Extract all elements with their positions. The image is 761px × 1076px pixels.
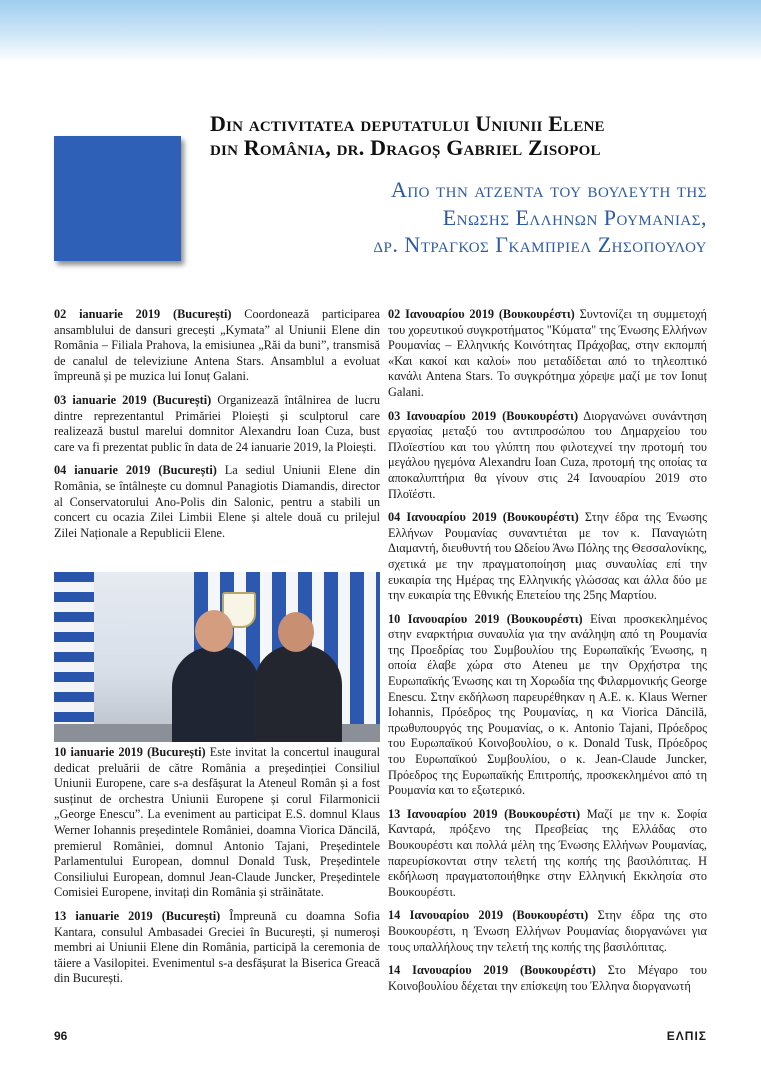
- entry-date: 13 ianuarie 2019 (București): [54, 908, 221, 923]
- entry-text: La sediul Uniunii Elene din România, se întâlnește cu domnul Panagiotis Diamandis, director al Conservatorului Ano-Polis din Salonic, pentru a stabili un concert cu ocazia Zilei Limbii Elene și altele două cu prilejul Zilei Naționale a Republicii Elene.: [54, 463, 381, 540]
- entry-gr-5: [388, 807, 707, 901]
- entry-ro-3: [54, 463, 380, 541]
- article-title-romanian: [210, 112, 710, 160]
- entry-text: Coordonează participarea ansamblului de dansuri grecești „Kymata” al Uniunii Elene din România – Filiala Prahova, la emisiunea „Răi da buni”, transmisă de canalul de televiziune Antena Stars. Ansamblul a evoluat împreună și pe muzica lui Ionuț Galani.: [54, 307, 380, 384]
- entry-gr-7: [388, 963, 707, 994]
- entry-text: Συντονίζει τη συμμετοχή του χορευτικού συγκροτήματος "Κύματα" της Ένωσης Ελλήνων Ρουμανίας – Ελληνικής Κοινότητας Πράχοβας, στην εκπομπή «Και κακοί και καλοί» που μεταδίδεται από το τηλεοπτικό κανάλι Antena Stars. Το συγκρότημα χόρεψε μαζί με τον Ionuț Galani.: [388, 307, 707, 399]
- entry-date: 10 ianuarie 2019 (București): [54, 745, 206, 759]
- entry-date: 03 ianuarie 2019 (București): [54, 392, 212, 407]
- entry-text: Μαζί με την κ. Σοφία Κανταρά, πρόξενο της Πρεσβείας της Ελλάδας στο Βουκουρέστι και πολλά μέλη της Ένωσης Ελλήνων Ρουμανίας, παρευρίσκονται στην τελετή της κοπής της βασιλόπιτας. Η εκδήλωση πραγματοποιήθηκε στην Ελληνική Εκκλησία στο Βουκουρέστι.: [388, 806, 707, 899]
- header-gradient-band: [0, 0, 761, 62]
- person-left: [172, 647, 260, 742]
- entry-ro-1: [54, 307, 380, 385]
- entry-gr-2: [388, 409, 707, 503]
- entry-gr-3: [388, 510, 707, 604]
- entry-text: Διοργανώνει συνάντηση εργασίας μεταξύ του αντιπροσώπου του Δημαρχείου του Πλοϊεστίου και του γλύπτη που φιλοτεχνεί την προτομή του μεγάλου ηγεμόνα Alexandru Ioan Cuza, προτομή της οποίας τα αποκαλυπτήρια θα γίνουν στις 24 Ιανουαρίου 2019 στο Πλοϊέστι.: [388, 408, 707, 501]
- title-gr-line-2: Ενωσης Ελληνων Ρουμανιας,: [442, 204, 707, 230]
- flag-drape: [54, 572, 94, 742]
- entry-text: Είναι προσκεκλημένος στην εναρκτήρια συναυλία για την ανάληψη από τη Ρουμανία της Προεδρίας του Συμβουλίου της Ευρωπαϊκής Ένωσης, η οποία έλαβε χώρα στο Ateneu με την Ορχήστρα της Ευρωπαϊκής Ένωσης και τη Χορωδία της Φιλαρμονικής George Enescu. Στην εκδήλωση παρευρέθηκαν η Α.Ε. κ. Klaus Werner Iohannis, Πρόεδρος της Ρουμανίας, η κα Viorica Dăncilă, πρωθυπουργός της Ρουμανίας, ο κ. Antonio Tajani, Πρόεδρος του Ευρωπαϊκού Κοινοβουλίου, ο κ. Donald Tusk, Πρόεδρος του Ευρωπαϊκού Συμβουλίου, ο κ. Jean-Claude Juncker, Πρόεδρος της Ευρωπαϊκής Επιτροπής, προσκεκλημένοι από τη Ρουμανία και το εξωτερικό.: [388, 611, 707, 798]
- entry-date: 14 Ιανουαρίου 2019 (Βουκουρέστι): [388, 963, 596, 978]
- magazine-name: ΕΛΠΙΣ: [666, 1029, 707, 1043]
- person-right: [254, 645, 342, 742]
- entry-text: Στην έδρα της στο Βουκουρέστι, η Ένωση Ελλήνων Ρουμανίας διοργανώνει για τους υπαλλήλους την τελετή της κοπής της βασιλόπιτας.: [388, 908, 707, 954]
- portrait-photo-placeholder: [54, 136, 181, 261]
- left-column-romanian-continued: [54, 745, 380, 995]
- entry-ro-5: [54, 909, 380, 987]
- entry-gr-4: [388, 612, 707, 799]
- right-column-greek: [388, 307, 707, 1002]
- entry-date: 10 Ιανουαρίου 2019 (Βουκουρέστι): [388, 611, 583, 626]
- page-number: 96: [54, 1029, 68, 1043]
- entry-date: 13 Ιανουαρίου 2019 (Βουκουρέστι): [388, 806, 581, 821]
- entry-text: Στο Μέγαρο του Κοινοβουλίου δέχεται την επίσκεψη του Έλληνα διοργανωτή: [388, 963, 707, 993]
- article-title-greek: [237, 176, 707, 259]
- entry-text: Organizează întâlnirea de lucru dintre reprezentantul Primăriei Ploiești și sculptorul care realizează bustul marelui domnitor Alexandru Ioan Cuza, bust care va fi prezentat public în data de 24 ianuarie 2019, la Ploiești.: [54, 392, 380, 454]
- left-column-romanian: [54, 307, 380, 549]
- title-gr-line-3: δρ. Ντραγκος Γκαμπριελ Ζησοπουλου: [373, 232, 707, 257]
- entry-ro-4: [54, 745, 380, 901]
- entry-date: 03 Ιανουαρίου 2019 (Βουκουρέστι): [388, 408, 579, 423]
- entry-date: 04 Ιανουαρίου 2019 (Βουκουρέστι): [388, 510, 579, 525]
- entry-date: 04 ianuarie 2019 (București): [54, 463, 217, 478]
- event-photo: [54, 572, 380, 742]
- entry-ro-2: [54, 393, 380, 455]
- title-ro-line-1: Din activitatea deputatului Uniunii Elene: [210, 111, 605, 136]
- entry-date: 14 Ιανουαρίου 2019 (Βουκουρέστι): [388, 908, 589, 923]
- entry-gr-1: [388, 307, 707, 401]
- entry-date: 02 ianuarie 2019 (București): [54, 307, 232, 321]
- person-right-head: [278, 612, 314, 652]
- entry-text: Στην έδρα της Ένωσης Ελλήνων Ρουμανίας συναντιέται με τον κ. Παναγιώτη Διαμαντή, διευθυντή του Ωδείου Άνω Πόλης της Θεσσαλονίκης, σχετικά με την πραγματοποίηση μιας συναυλίας επί την ευκαιρία της Ημέρας της Ελληνικής γλώσσας και άλλα δύο με την ευκαιρία της Εθνικής Επετείου της 25ης Μαρτίου.: [388, 510, 707, 603]
- entry-date: 02 Ιανουαρίου 2019 (Βουκουρέστι): [388, 307, 575, 321]
- entry-text: Împreună cu doamna Sofia Kantara, consulul Ambasadei Greciei în București, și numeroși membri ai Uniunii Elene din România, participă la ceremonia de tăiere a Vasilopitei. Evenimentul s-a desfășurat la Biserica Greacă din București.: [54, 908, 381, 986]
- title-gr-line-1: Απο την ατζεντα του βουλευτη της: [390, 177, 707, 202]
- person-left-head: [195, 610, 233, 652]
- entry-text: Este invitat la concertul inaugural dedicat preluării de către România a președinției Consiliul Uniunii Europene, care s-a desfășurat la Ateneul Român și a fost susținut de orchestra Uniunii Europene și corul Filarmonicii „George Enescu”. La eveniment au participat E.S. domnul Klaus Werner Iohannis președintele României, doamna Viorica Dăncilă, premierul României, domnul Antonio Tajani, Președintele Parlamentului European, domnul Donald Tusk, Președintele Consiliului European, domnul Jean-Claude Juncker, Președintele Comisiei Europene, invitați din România și străinătate.: [54, 745, 380, 900]
- title-ro-line-2: din România, dr. Dragoș Gabriel Zisopol: [210, 135, 601, 160]
- entry-gr-6: [388, 908, 707, 955]
